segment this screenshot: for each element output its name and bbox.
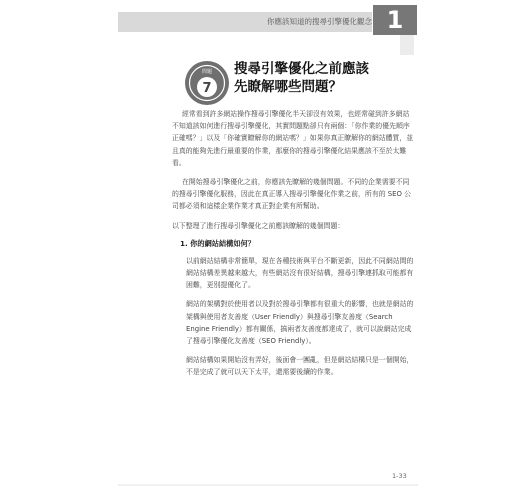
question-1-paragraph-3: 網站結構如果開始沒有弄好，後面會一團亂，但是網站結構只是一個開始，不是完成了就可以天下太平，還需要後續的作業。 xyxy=(186,356,414,377)
paragraph-list-intro: 以下整理了進行搜尋引擎優化之前應該瞭解的幾個問題： xyxy=(172,221,345,230)
question-1-heading: 1. 你的網站結構如何？ xyxy=(180,238,255,248)
section-title-line-1: 搜尋引擎優化之前應該 xyxy=(234,61,369,77)
bottom-shadow xyxy=(118,484,418,486)
paragraph-intro: 經常看到許多網站操作搜尋引擎優化半天卻沒有效果，也經常碰到許多網站不知道該如何進行搜尋引擎優化，其實問題點卻只有兩個：「你作業的優先順序正確嗎？」以及「你確實瞭解你的網站嗎？」如果你真正瞭解你的網站體質，並且真的能夠先進行最重要的作業，那麼你的搜尋引擎優化結果應該不至於太難看。 xyxy=(172,110,414,167)
paragraph-before-seo: 在開始搜尋引擎優化之前，你應該先瞭解的幾個問題。不同的企業需要不同的搜尋引擎優化服務，因此在真正導入搜尋引擎優化作業之前，所有的 SEO 公司都必須和這樣企業作業才真正對企業有所幫助。 xyxy=(172,178,412,211)
section-title xyxy=(234,60,384,96)
question-1-paragraph-2: 網站的架構對於使用者以及對於搜尋引擎都有很重大的影響，也就是網站的架構與使用者友善度（User Friendly）與搜尋引擎友善度（Search Engine Friendly）都有關係，搞兩者友善度都達成了，就可以說網站完成了搜尋引擎優化友善度（SEO Friendly）。 xyxy=(186,300,414,346)
running-header-title: 你應該知道的搜尋引擎優化觀念 xyxy=(267,17,372,26)
question-badge-icon xyxy=(184,60,230,106)
chapter-tab-shadow xyxy=(400,35,414,55)
section-title-line-2: 先瞭解哪些問題？ xyxy=(234,79,342,95)
body-text xyxy=(172,108,414,386)
question-1-paragraph-1: 以前網站結構非常簡單，現在各種技術與平台不斷更新，因此不同網站間的網站結構差異越來越大，有些網站沒有很好結構，搜尋引擎連抓取可能都有困難，更別提優化了。 xyxy=(186,256,414,290)
chapter-number-tab: 1 xyxy=(373,5,417,35)
page-number: 1-33 xyxy=(392,472,407,480)
badge-number: 7 xyxy=(202,81,212,96)
badge-label: 問題 xyxy=(201,69,213,75)
